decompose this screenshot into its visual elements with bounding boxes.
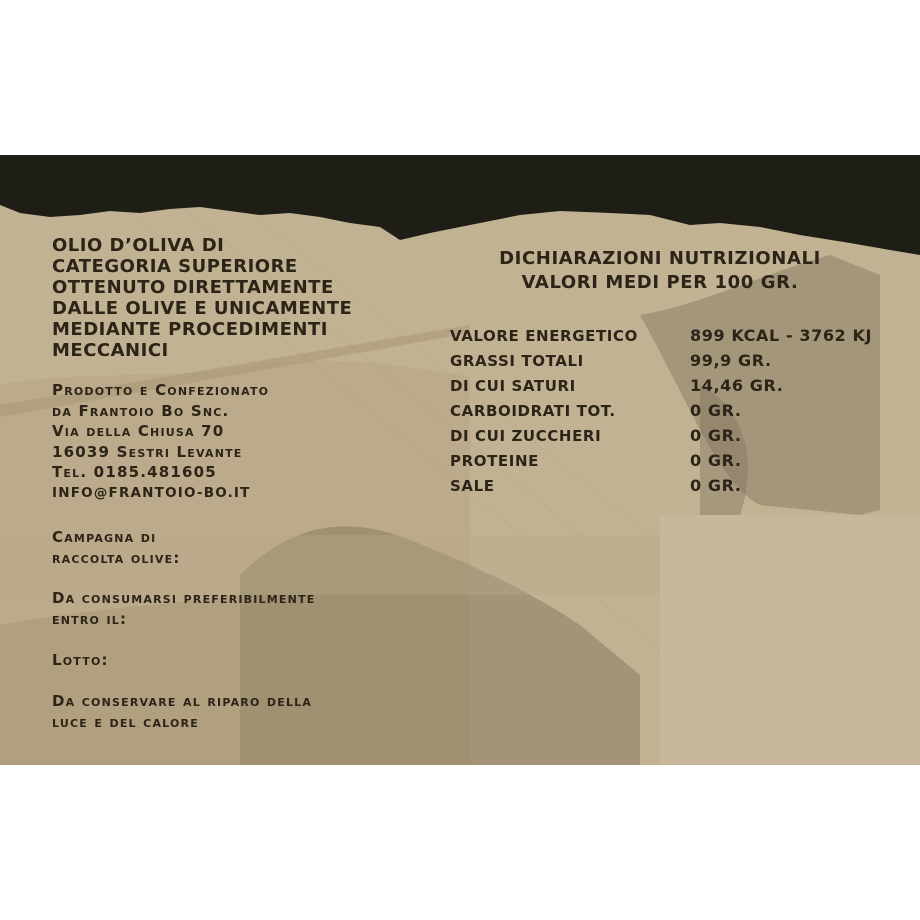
producer-address: Via della Chiusa 70 [52, 422, 225, 440]
nutrition-label: DI CUI ZUCCHERI [450, 427, 602, 445]
nutrition-value: 0 GR. [690, 426, 742, 445]
description-line: MECCANICI [52, 340, 169, 361]
producer-info [52, 380, 269, 503]
nutrition-label: CARBOIDRATI TOT. [450, 402, 616, 420]
nutrition-value: 99,9 GR. [690, 351, 772, 370]
storage-line: Da conservare al riparo della [52, 692, 313, 710]
nutrition-title: DICHIARAZIONI NUTRIZIONALI [499, 248, 821, 269]
product-description [52, 235, 352, 361]
nutrition-label: PROTEINE [450, 452, 539, 470]
description-line: MEDIANTE PROCEDIMENTI [52, 319, 328, 340]
producer-line: Prodotto e Confezionato [52, 381, 270, 399]
nutrition-value: 0 GR. [690, 476, 742, 495]
lot-label: Lotto: [52, 651, 109, 669]
nutrition-subtitle: VALORI MEDI PER 100 GR. [521, 272, 799, 293]
harvest-line: Campagna di [52, 528, 157, 546]
nutrition-heading [470, 247, 850, 295]
description-line: CATEGORIA SUPERIORE [52, 256, 298, 277]
producer-line: da Frantoio Bo Snc. [52, 401, 230, 420]
storage-instructions [52, 691, 312, 732]
description-line: DALLE OLIVE E UNICAMENTE [52, 298, 353, 319]
best-before-line: entro il: [52, 609, 128, 628]
nutrition-label: VALORE ENERGETICO [450, 327, 638, 345]
nutrition-label: DI CUI SATURI [450, 377, 576, 395]
producer-city: 16039 Sestri Levante [52, 442, 243, 461]
producer-email: INFO@FRANTOIO-BO.IT [52, 484, 251, 501]
description-line: OTTENUTO DIRETTAMENTE [52, 277, 334, 298]
nutrition-value: 14,46 GR. [690, 376, 784, 395]
lot-number [52, 650, 109, 671]
harvest-line: raccolta olive: [52, 548, 181, 567]
nutrition-label: GRASSI TOTALI [450, 352, 584, 370]
description-line: OLIO D’OLIVA DI [52, 235, 225, 256]
best-before-line: Da consumarsi preferibilmente [52, 589, 316, 607]
nutrition-label: SALE [450, 477, 495, 495]
best-before [52, 588, 315, 629]
product-label [0, 155, 920, 765]
harvest-campaign [52, 527, 181, 568]
storage-line: luce e del calore [52, 712, 199, 731]
nutrition-value: 899 KCAL - 3762 KJ [690, 326, 873, 345]
nutrition-value: 0 GR. [690, 451, 742, 470]
producer-phone: Tel. 0185.481605 [52, 463, 217, 481]
nutrition-value: 0 GR. [690, 401, 742, 420]
